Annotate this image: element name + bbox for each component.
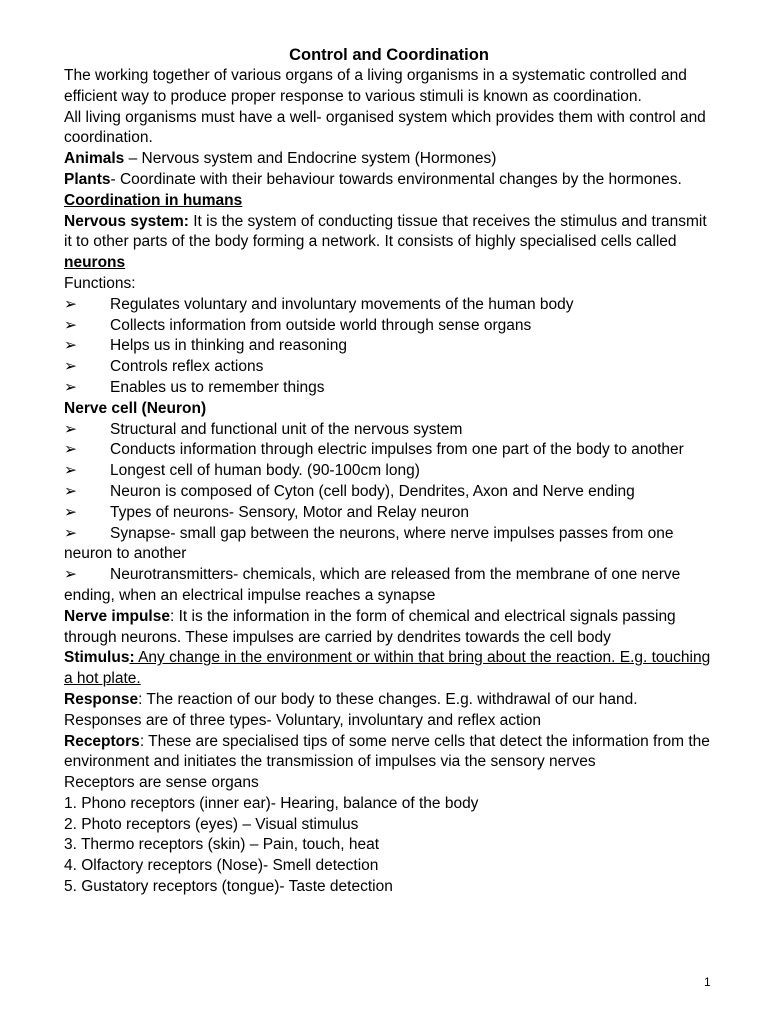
arrow-bullet-icon: ➢ (64, 378, 77, 396)
arrow-bullet-icon: ➢ (64, 337, 77, 355)
function-bullet (64, 378, 714, 399)
function-bullet-text: Enables us to remember things (110, 378, 325, 396)
function-bullet-text: Controls reflex actions (110, 358, 264, 376)
receptors-text: : These are specialised tips of some nerve cells that detect the information from the environment and initiates the transmission of impulses via the sensory nerves (64, 732, 710, 771)
receptor-list-item: 5. Gustatory receptors (tongue)- Taste detection (64, 878, 393, 896)
function-bullet (64, 316, 714, 337)
receptor-list-item: 1. Phono receptors (inner ear)- Hearing, balance of the body (64, 794, 479, 812)
receptor-list-item: 3. Thermo receptors (skin) – Pain, touch, heat (64, 836, 380, 854)
response-types-line: Responses are of three types- Voluntary, involuntary and reflex action (64, 711, 542, 729)
page-number: 1 (704, 975, 711, 989)
neuron-bullet-text: Types of neurons- Sensory, Motor and Relay neuron (110, 503, 469, 521)
intro-paragraph-1: The working together of various organs of a living organisms in a systematic controlled and efficient way to produce proper response to various stimuli is known as coordination. (64, 67, 687, 105)
nerve-impulse-label: Nerve impulse (64, 607, 170, 625)
stimulus-paragraph (64, 648, 714, 690)
receptor-list-item: 2. Photo receptors (eyes) – Visual stimulus (64, 815, 359, 833)
animals-line (64, 149, 714, 170)
functions-label: Functions: (64, 274, 136, 292)
neuron-bullet-text: Conducts information through electric impulses from one part of the body to another (110, 441, 684, 459)
neuron-bullet-text: Neuron is composed of Cyton (cell body), Dendrites, Axon and Nerve ending (110, 482, 635, 500)
neuron-bullet (64, 420, 714, 441)
stimulus-text: Any change in the environment or within that bring about the reaction. E.g. touching a hot plate. (64, 649, 711, 688)
animals-text: – Nervous system and Endocrine system (Hormones) (124, 150, 497, 168)
arrow-bullet-icon: ➢ (64, 503, 77, 521)
plants-line (64, 170, 714, 191)
arrow-bullet-icon: ➢ (64, 420, 77, 438)
receptor-list-item: 4. Olfactory receptors (Nose)- Smell detection (64, 857, 379, 875)
response-paragraph (64, 690, 714, 711)
arrow-bullet-icon: ➢ (64, 295, 77, 313)
function-bullet-text: Helps us in thinking and reasoning (110, 337, 347, 355)
intro-paragraph-2: All living organisms must have a well- organised system which provides them with control and coordination. (64, 108, 706, 147)
stimulus-label: Stimulus (64, 649, 130, 667)
nervous-system-text: It is the system of conducting tissue that receives the stimulus and transmit it to other parts of the body forming a network. It consists of highly specialised cells called (64, 212, 707, 251)
function-bullet (64, 336, 714, 357)
neuron-bullet-text: Synapse- small gap between the neurons, where nerve impulses passes from one neuron to another (64, 524, 674, 563)
neuron-bullet (64, 461, 714, 482)
stimulus-colon: : (129, 649, 135, 667)
plants-label: Plants (64, 170, 111, 188)
response-text: : The reaction of our body to these changes. E.g. withdrawal of our hand. (138, 690, 638, 708)
neuron-bullet (64, 524, 714, 566)
neuron-bullet (64, 482, 714, 503)
arrow-bullet-icon: ➢ (64, 358, 77, 376)
arrow-bullet-icon: ➢ (64, 524, 77, 542)
page-title: Control and Coordination (289, 46, 489, 64)
function-bullet (64, 357, 714, 378)
neuron-bullet-text: Longest cell of human body. (90-100cm long) (110, 462, 420, 480)
response-label: Response (64, 690, 139, 708)
arrow-bullet-icon: ➢ (64, 482, 77, 500)
function-bullet-text: Regulates voluntary and involuntary movements of the human body (110, 295, 574, 313)
receptors-paragraph (64, 732, 714, 774)
nerve-impulse-text: : It is the information in the form of chemical and electrical signals passing through neurons. These impulses are carried by dendrites towards the cell body (64, 607, 676, 646)
neuron-bullet (64, 440, 714, 461)
nervous-system-label: Nervous system: (64, 212, 189, 230)
receptors-label: Receptors (64, 732, 140, 750)
receptors-note: Receptors are sense organs (64, 774, 259, 792)
neuron-heading: Nerve cell (Neuron) (64, 399, 207, 417)
animals-label: Animals (64, 150, 125, 168)
nerve-impulse-paragraph (64, 607, 714, 649)
neuron-bullet (64, 503, 714, 524)
plants-text: - Coordinate with their behaviour towards environmental changes by the hormones. (110, 170, 682, 188)
arrow-bullet-icon: ➢ (64, 462, 77, 480)
arrow-bullet-icon: ➢ (64, 566, 77, 584)
function-bullet (64, 295, 714, 316)
neuron-bullet-text: Structural and functional unit of the nervous system (110, 420, 463, 438)
neuron-bullet (64, 565, 714, 607)
coordination-heading: Coordination in humans (64, 191, 243, 209)
function-bullet-text: Collects information from outside world through sense organs (110, 316, 532, 334)
nervous-system-paragraph (64, 212, 714, 274)
arrow-bullet-icon: ➢ (64, 441, 77, 459)
page-content (64, 44, 714, 898)
arrow-bullet-icon: ➢ (64, 316, 77, 334)
neuron-bullet-text: Neurotransmitters- chemicals, which are released from the membrane of one nerve ending, when an electrical impulse reaches a synapse (64, 566, 681, 604)
neurons-term: neurons (64, 254, 126, 272)
